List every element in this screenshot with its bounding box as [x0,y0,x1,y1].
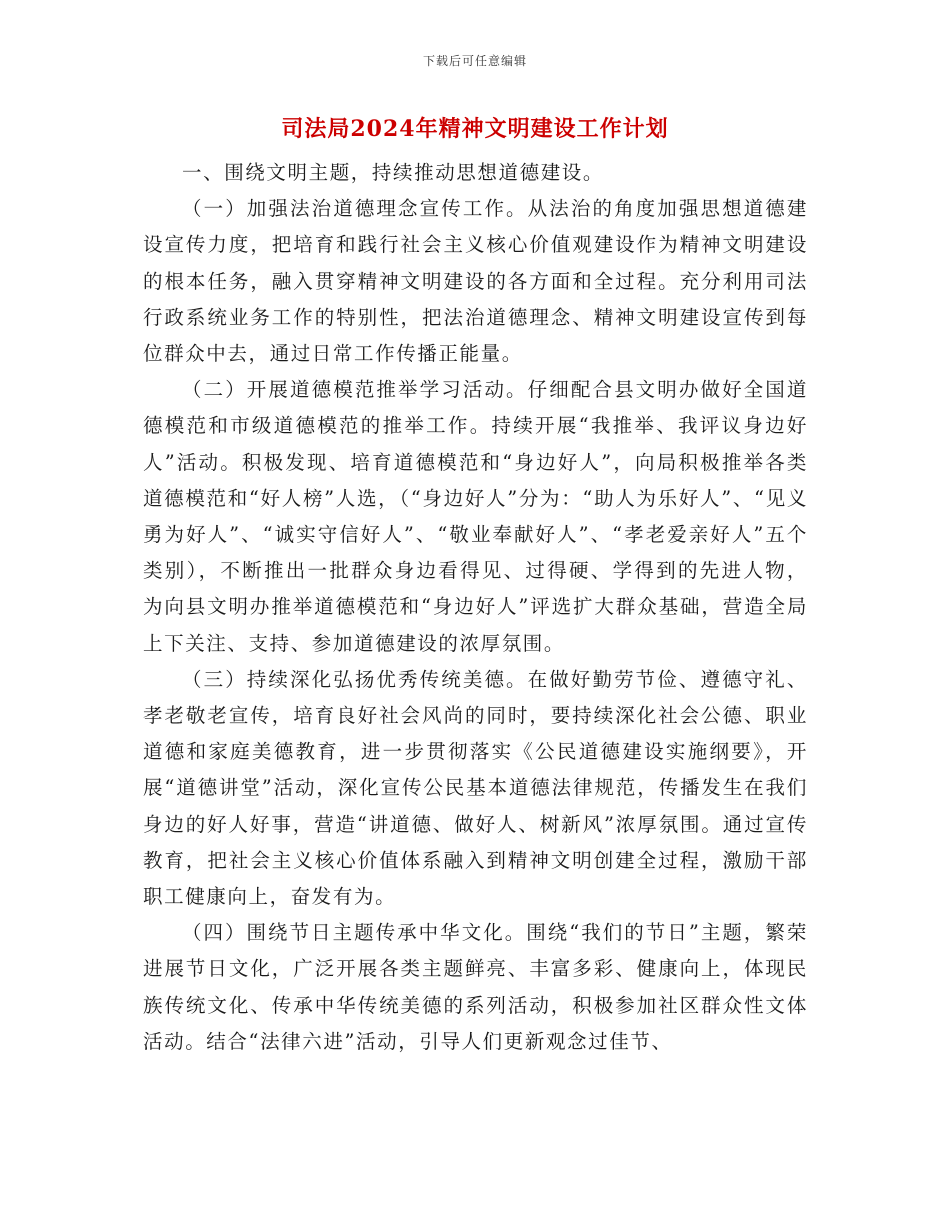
paragraph-3: （三）持续深化弘扬优秀传统美德。在做好勤劳节俭、遵德守礼、孝老敬老宣传，培育良好社会风尚的同时，要持续深化社会公德、职业道德和家庭美德教育，进一步贯彻落实《公民道德建设实施纲要》，开展“道德讲堂”活动，深化宣传公民基本道德法律规范，传播发生在我们身边的好人好事，营造“讲道德、做好人、树新风”浓厚氛围。通过宣传教育，把社会主义核心价值体系融入到精神文明创建全过程，激励干部职工健康向上，奋发有为。 [143,667,808,909]
document-body [143,155,808,1060]
document-title: 司法局2024年精神文明建设工作计划 [281,116,669,142]
section-heading-1: 一、围绕文明主题，持续推动思想道德建设。 [182,161,605,184]
paragraph-4: （四）围绕节日主题传承中华文化。围绕“我们的节日”主题，繁荣进展节日文化，广泛开展各类主题鲜亮、丰富多彩、健康向上，体现民族传统文化、传承中华传统美德的系列活动，积极参加社区群众性文体活动。结合“法律六进”活动，引导人们更新观念过佳节、 [143,921,808,1053]
header-note: 下载后可任意编辑 [422,54,527,68]
paragraph-2: （二）开展道德模范推举学习活动。仔细配合县文明办做好全国道德模范和市级道德模范的推举工作。持续开展“我推举、我评议身边好人”活动。积极发现、培育道德模范和“身边好人”，向局积极推举各类道德模范和“好人榜”人选，（“身边好人”分为：“助人为乐好人”、“见义勇为好人”、“诚实守信好人”、“敬业奉献好人”、“孝老爱亲好人”五个类别），不断推出一批群众身边看得见、过得硬、学得到的先进人物，为向县文明办推举道德模范和“身边好人”评选扩大群众基础，营造全局上下关注、支持、参加道德建设的浓厚氛围。 [143,378,808,655]
paragraph-1: （一）加强法治道德理念宣传工作。从法治的角度加强思想道德建设宣传力度，把培育和践行社会主义核心价值观建设作为精神文明建设的根本任务，融入贯穿精神文明建设的各方面和全过程。充分利用司法行政系统业务工作的特别性，把法治道德理念、精神文明建设宣传到每位群众中去，通过日常工作传播正能量。 [143,197,808,366]
